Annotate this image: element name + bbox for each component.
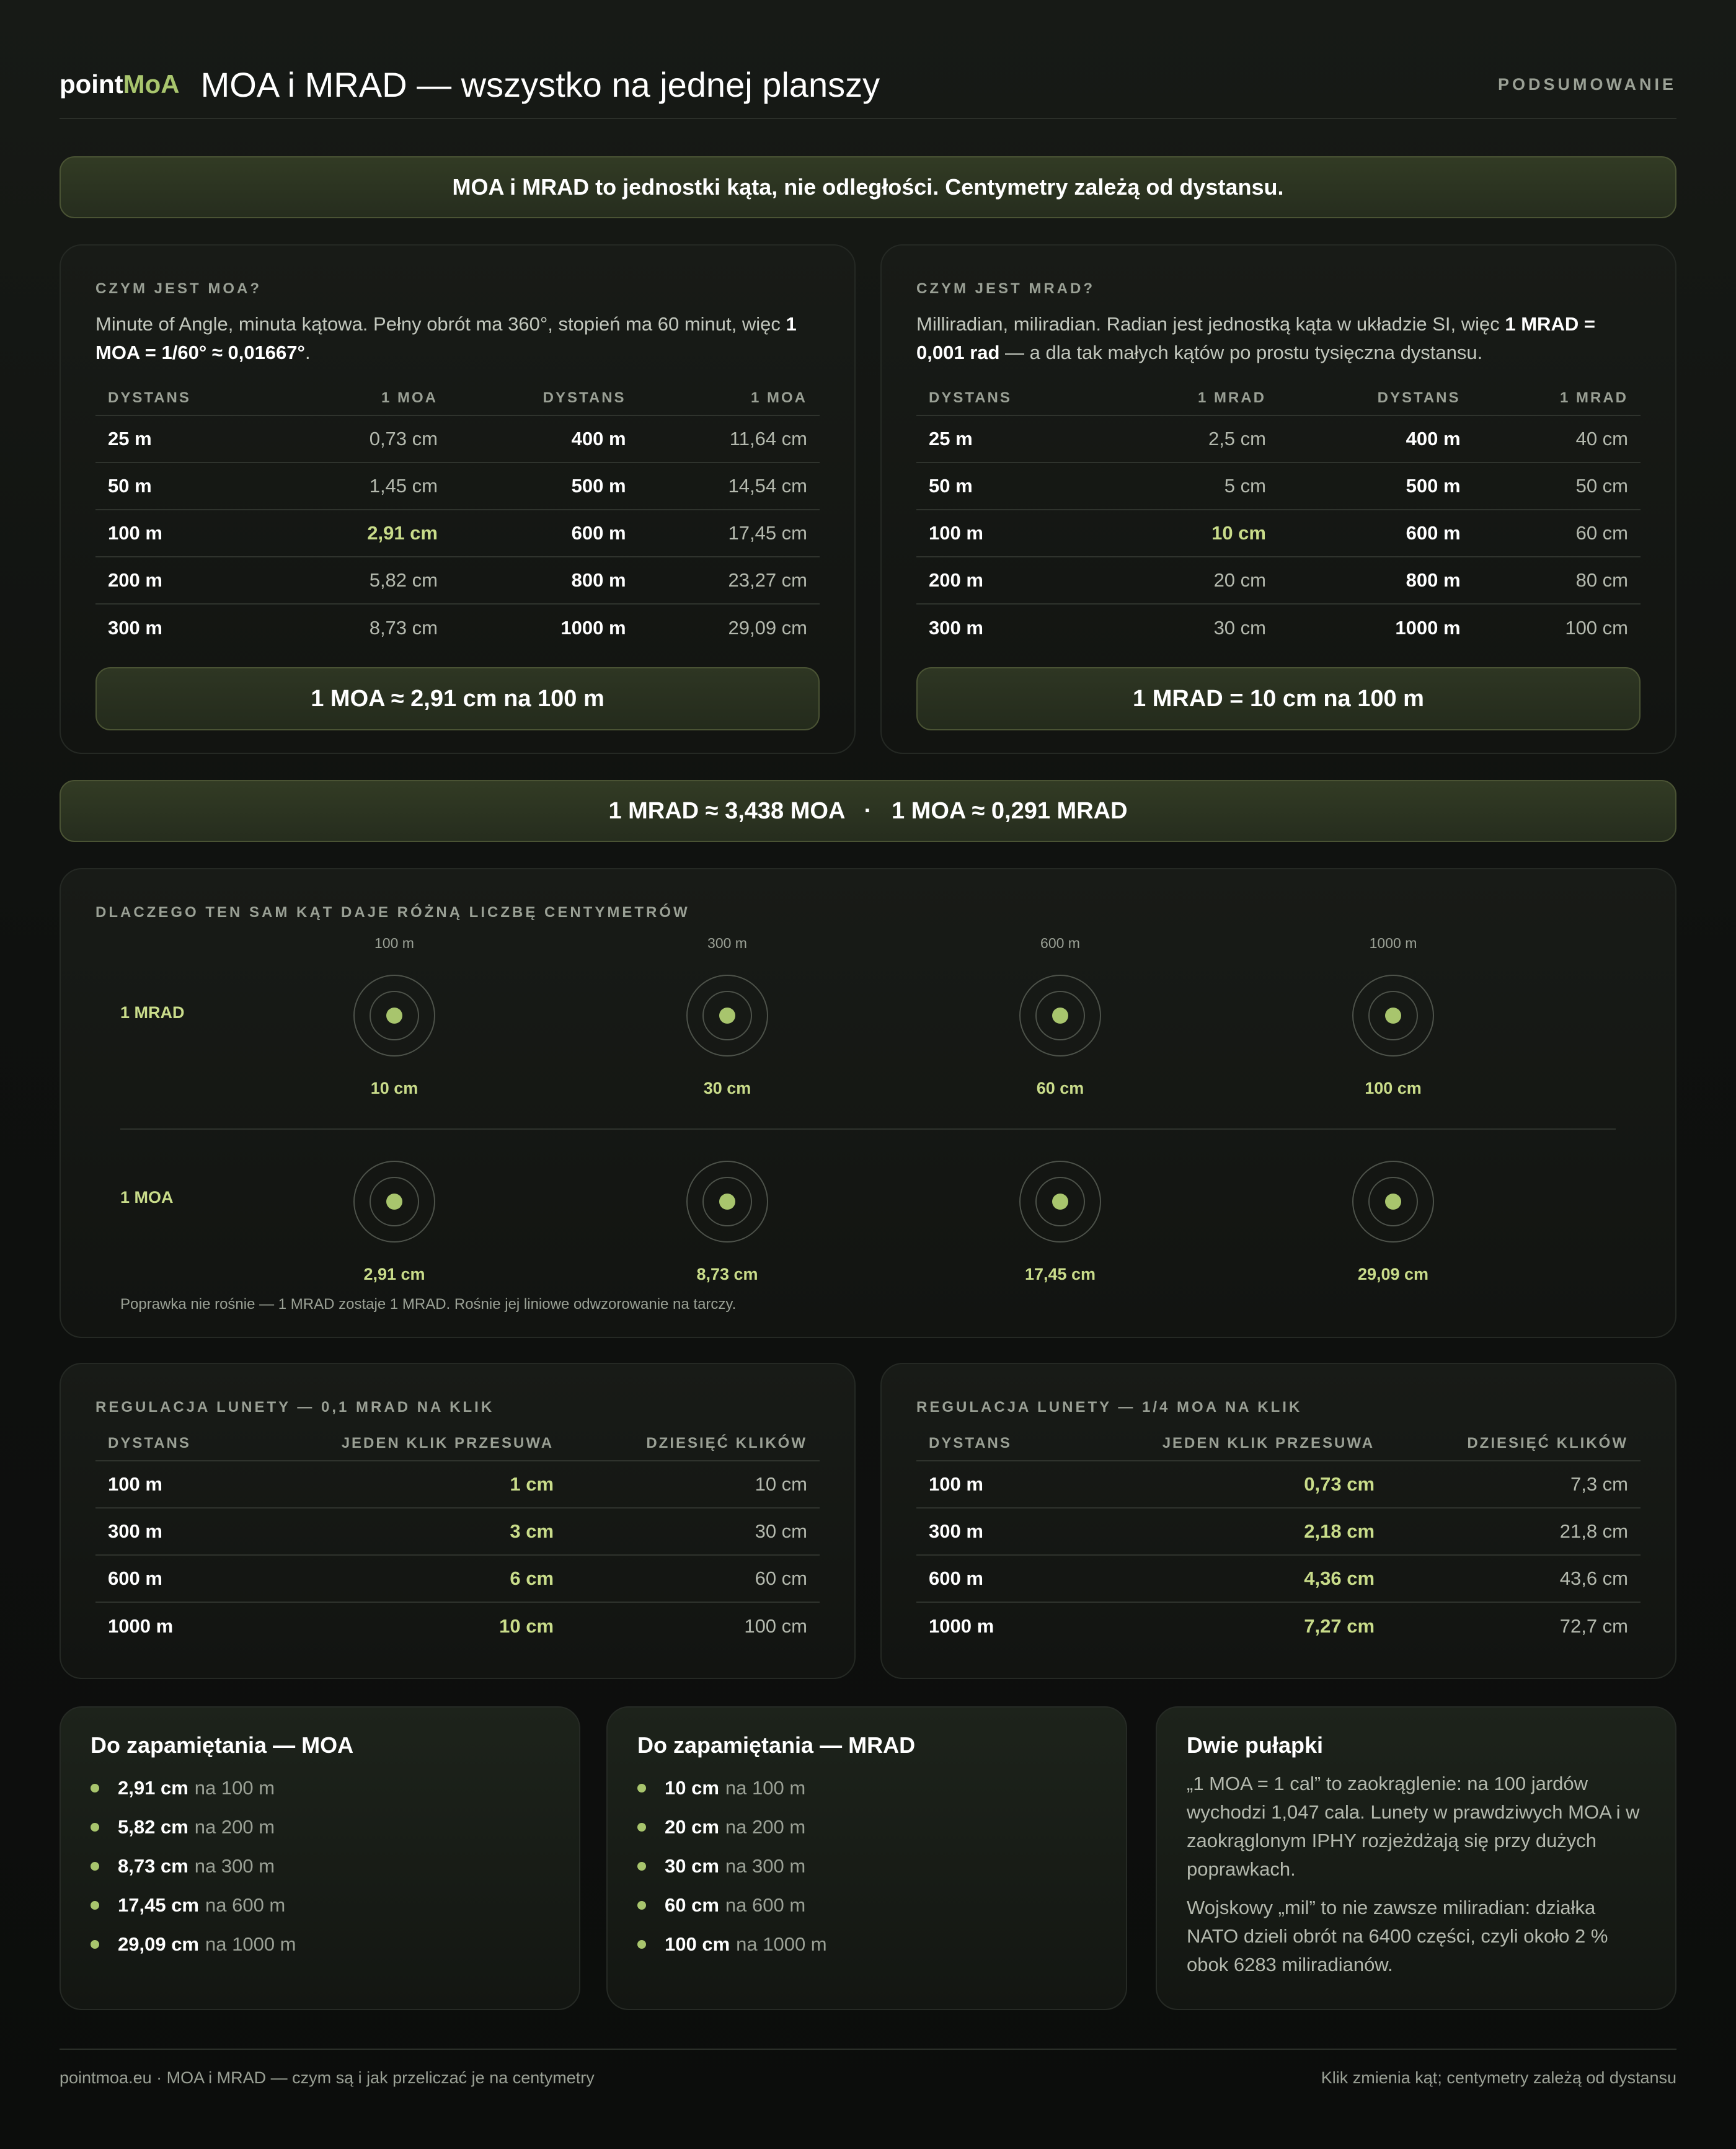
table-cell: 60 cm (566, 1555, 820, 1602)
moa-card-label: CZYM JEST MOA? (95, 280, 262, 297)
mrad-description (916, 310, 1641, 367)
column-header: DYSTANS (450, 381, 639, 415)
list-item (91, 1885, 296, 1925)
table-cell: 50 m (95, 463, 284, 510)
table-cell: 72,7 cm (1559, 1615, 1628, 1637)
moa-card (60, 244, 856, 754)
item-distance: na 1000 m (205, 1933, 296, 1955)
table-cell: 400 m (1278, 415, 1473, 463)
target-center-dot (386, 1008, 402, 1024)
table-cell: 1,45 cm (284, 463, 450, 510)
table-cell: 600 m (916, 1555, 1063, 1602)
table-cell: 30 cm (1213, 616, 1266, 639)
click-moa-table (916, 1426, 1641, 1649)
cm-value: 29,09 cm (1357, 1265, 1429, 1283)
key-message-banner: MOA i MRAD to jednostki kąta, nie odległości. Centymetry zależą od dystansu. (60, 156, 1676, 218)
list-item (637, 1807, 827, 1846)
table-row (916, 1602, 1641, 1649)
table-cell: 500 m (450, 463, 639, 510)
table-cell: 100 cm (744, 1615, 807, 1637)
bullet-icon (637, 1940, 646, 1949)
distance-label: 100 m (374, 935, 414, 951)
column-header: DYSTANS (95, 1426, 242, 1461)
table-cell: 200 m (95, 557, 284, 604)
mrad-summary-pill: 1 MRAD = 10 cm na 100 m (916, 667, 1641, 730)
column-header: DYSTANS (916, 381, 1111, 415)
target-center-dot (719, 1008, 735, 1024)
table-row (95, 1508, 820, 1555)
cm-value: 8,73 cm (696, 1265, 758, 1283)
table-row (95, 463, 820, 510)
table-row (95, 1461, 820, 1508)
table-row (95, 1602, 820, 1649)
trap-2: Wojskowy „mil” to nie zawsze miliradian: działka NATO dzieli obrót na 6400 części, czyli około 2 % obok 6283 miliradianów. (1187, 1897, 1608, 1975)
table-cell: 300 m (95, 1508, 242, 1555)
mrad-card-label: CZYM JEST MRAD? (916, 280, 1095, 297)
table-cell: 300 m (916, 1508, 1063, 1555)
table-cell: 3 cm (242, 1508, 566, 1555)
table-cell: 10 cm (566, 1461, 820, 1508)
column-header: DYSTANS (916, 1426, 1063, 1461)
column-header: JEDEN KLIK PRZESUWA (242, 1426, 566, 1461)
mrad-card (880, 244, 1676, 754)
item-distance: na 1000 m (736, 1933, 827, 1955)
target-center-dot (1385, 1008, 1401, 1024)
distance-label: 1000 m (1369, 935, 1417, 951)
item-distance: na 300 m (194, 1854, 275, 1877)
target-center-dot (1385, 1194, 1401, 1210)
column-header: DYSTANS (95, 381, 284, 415)
table-cell: 500 m (1278, 463, 1473, 510)
table-cell: 4,36 cm (1063, 1555, 1387, 1602)
why-note: Poprawka nie rośnie — 1 MRAD zostaje 1 MRAD. Rośnie jej liniowe odwzorowanie na tarczy. (120, 1296, 737, 1313)
column-header: 1 MRAD (1111, 381, 1278, 415)
table-cell: 300 m (108, 616, 162, 639)
table-cell: 8,73 cm (369, 616, 438, 639)
table-cell: 200 m (916, 557, 1111, 604)
page-title: MOA i MRAD — wszystko na jednej planszy (200, 64, 880, 104)
list-item (91, 1846, 296, 1885)
moa-row-label: 1 MOA (120, 1188, 174, 1207)
table-cell: 40 cm (1473, 415, 1641, 463)
table-cell: 7,27 cm (1304, 1615, 1375, 1637)
table-cell: 100 m (95, 1461, 242, 1508)
cm-value: 2,91 cm (363, 1265, 425, 1283)
cm-value: 17,45 cm (1024, 1265, 1096, 1283)
table-row (916, 1508, 1641, 1555)
item-value: 30 cm (665, 1854, 719, 1877)
remember-moa-title: Do zapamiętania — MOA (91, 1732, 354, 1758)
mrad-desc-text: Milliradian, miliradian. Radian jest jednostką kąta w układzie SI, więc (916, 313, 1505, 335)
target-center-dot (719, 1194, 735, 1210)
list-item (91, 1768, 296, 1807)
list-item (91, 1925, 296, 1964)
column-header: 1 MOA (639, 381, 820, 415)
table-cell: 1000 m (108, 1615, 174, 1637)
bullet-icon (91, 1784, 99, 1792)
mrad-row-label: 1 MRAD (120, 1003, 185, 1022)
table-cell: 0,73 cm (284, 415, 450, 463)
bullet-icon (637, 1901, 646, 1910)
column-header: DZIESIĘĆ KLIKÓW (1387, 1426, 1641, 1461)
table-cell: 100 m (95, 510, 284, 557)
table-cell: 20 cm (1111, 557, 1278, 604)
bullet-icon (91, 1823, 99, 1832)
table-row (95, 1555, 820, 1602)
column-header: 1 MRAD (1473, 381, 1641, 415)
table-cell: 800 m (450, 557, 639, 604)
moa-description (95, 310, 820, 367)
table-row (916, 1555, 1641, 1602)
cm-value: 60 cm (1036, 1079, 1084, 1097)
table-header-row (95, 381, 820, 415)
target-center-dot (1052, 1194, 1068, 1210)
table-cell: 100 m (916, 1461, 1063, 1508)
table-header-row (916, 1426, 1641, 1461)
table-row (95, 510, 820, 557)
trap-1: „1 MOA = 1 cal” to zaokrąglenie: na 100 jardów wychodzi 1,047 cala. Lunety w prawdziwych MOA i w zaokrąglonym IPHY rozjeżdżają się przy dużych poprawkach. (1187, 1773, 1640, 1880)
table-cell: 1000 m (929, 1615, 994, 1637)
column-header: DYSTANS (1278, 381, 1473, 415)
table-cell: 2,18 cm (1063, 1508, 1387, 1555)
list-item (91, 1807, 296, 1846)
footer (60, 2049, 1676, 2088)
cm-value: 30 cm (703, 1079, 751, 1097)
bullet-icon (637, 1823, 646, 1832)
table-cell: 30 cm (566, 1508, 820, 1555)
item-distance: na 600 m (725, 1894, 806, 1916)
table-row (916, 463, 1641, 510)
moa-desc-end: . (304, 342, 311, 363)
item-distance: na 100 m (194, 1776, 275, 1799)
why-card (60, 868, 1676, 1338)
brand-logo[interactable] (60, 69, 180, 99)
table-cell: 50 m (916, 463, 1111, 510)
table-cell: 14,54 cm (639, 463, 820, 510)
table-cell: 5 cm (1111, 463, 1278, 510)
list-item (637, 1925, 827, 1964)
table-row (916, 604, 1641, 651)
click-mrad-card (60, 1363, 856, 1679)
table-cell: 11,64 cm (639, 415, 820, 463)
item-value: 60 cm (665, 1894, 719, 1916)
table-cell: 1000 m (1395, 616, 1461, 639)
column-header: 1 MOA (284, 381, 450, 415)
table-row (95, 557, 820, 604)
table-cell: 2,5 cm (1111, 415, 1278, 463)
remember-moa-list (91, 1768, 296, 1964)
table-cell: 50 cm (1473, 463, 1641, 510)
table-cell: 25 m (95, 415, 284, 463)
bullet-icon (91, 1940, 99, 1949)
click-mrad-table (95, 1426, 820, 1649)
footer-left: pointmoa.eu · MOA i MRAD — czym są i jak przeliczać je na centymetry (60, 2068, 595, 2087)
list-item (637, 1885, 827, 1925)
item-value: 8,73 cm (118, 1854, 188, 1877)
table-row (95, 415, 820, 463)
table-cell: 80 cm (1473, 557, 1641, 604)
item-value: 29,09 cm (118, 1933, 199, 1955)
target-center-dot (386, 1194, 402, 1210)
table-cell: 800 m (1278, 557, 1473, 604)
table-row (916, 557, 1641, 604)
table-cell: 7,3 cm (1387, 1461, 1641, 1508)
traps-card (1156, 1706, 1676, 2010)
table-cell: 1000 m (560, 616, 626, 639)
table-cell: 23,27 cm (639, 557, 820, 604)
moa-desc-bold: 1 MOA = 1/60° ≈ 0,01667° (95, 313, 797, 363)
brand-part-a: point (60, 69, 123, 99)
table-cell: 17,45 cm (639, 510, 820, 557)
remember-mrad-card (606, 1706, 1127, 2010)
item-distance: na 200 m (194, 1815, 275, 1838)
item-distance: na 200 m (725, 1815, 806, 1838)
mrad-table (916, 381, 1641, 651)
table-cell: 600 m (95, 1555, 242, 1602)
footer-right: Klik zmienia kąt; centymetry zależą od dystansu (1321, 2068, 1676, 2087)
column-header: JEDEN KLIK PRZESUWA (1063, 1426, 1387, 1461)
mrad-desc-bold: 1 MRAD = 0,001 rad (916, 313, 1595, 363)
distance-label: 600 m (1040, 935, 1080, 951)
table-cell: 600 m (450, 510, 639, 557)
bullet-icon (91, 1862, 99, 1871)
table-cell: 400 m (450, 415, 639, 463)
click-moa-card (880, 1363, 1676, 1679)
table-row (916, 1461, 1641, 1508)
brand-part-b: MoA (123, 69, 180, 99)
table-cell: 5,82 cm (284, 557, 450, 604)
click-mrad-label: REGULACJA LUNETY — 0,1 MRAD NA KLIK (95, 1399, 495, 1416)
table-cell: 0,73 cm (1063, 1461, 1387, 1508)
cm-value: 100 cm (1365, 1079, 1422, 1097)
table-row (95, 604, 820, 651)
row-divider (120, 1128, 1616, 1130)
cm-value: 10 cm (370, 1079, 418, 1097)
remember-mrad-list (637, 1768, 827, 1964)
target-center-dot (1052, 1008, 1068, 1024)
moa-desc-text: Minute of Angle, minuta kątowa. Pełny obrót ma 360°, stopień ma 60 minut, więc (95, 313, 786, 335)
item-distance: na 600 m (205, 1894, 286, 1916)
why-label: DLACZEGO TEN SAM KĄT DAJE RÓŻNĄ LICZBĘ CENTYMETRÓW (95, 904, 690, 921)
conversion-banner: 1 MRAD ≈ 3,438 MOA · 1 MOA ≈ 0,291 MRAD (60, 780, 1676, 842)
table-cell: 29,09 cm (728, 616, 807, 639)
bullet-icon (91, 1901, 99, 1910)
traps-title: Dwie pułapki (1187, 1732, 1324, 1758)
table-cell: 600 m (1278, 510, 1473, 557)
bullet-icon (637, 1784, 646, 1792)
table-cell: 1 cm (242, 1461, 566, 1508)
item-value: 10 cm (665, 1776, 719, 1799)
item-value: 20 cm (665, 1815, 719, 1838)
table-row (916, 510, 1641, 557)
table-header-row (95, 1426, 820, 1461)
table-cell: 10 cm (1111, 510, 1278, 557)
item-value: 17,45 cm (118, 1894, 199, 1916)
list-item (637, 1846, 827, 1885)
moa-summary-pill: 1 MOA ≈ 2,91 cm na 100 m (95, 667, 820, 730)
item-value: 5,82 cm (118, 1815, 188, 1838)
remember-mrad-title: Do zapamiętania — MRAD (637, 1732, 916, 1758)
table-cell: 100 cm (1565, 616, 1628, 639)
mrad-desc-end: — a dla tak małych kątów po prostu tysięczna dystansu. (999, 342, 1483, 363)
table-row (916, 415, 1641, 463)
moa-table (95, 381, 820, 651)
distance-label: 300 m (707, 935, 747, 951)
table-cell: 43,6 cm (1387, 1555, 1641, 1602)
remember-moa-card (60, 1706, 580, 2010)
table-cell: 6 cm (242, 1555, 566, 1602)
table-cell: 60 cm (1473, 510, 1641, 557)
table-cell: 100 m (916, 510, 1111, 557)
table-header-row (916, 381, 1641, 415)
click-moa-label: REGULACJA LUNETY — 1/4 MOA NA KLIK (916, 1399, 1303, 1416)
table-cell: 2,91 cm (284, 510, 450, 557)
table-cell: 10 cm (499, 1615, 554, 1637)
page-header (60, 51, 1676, 119)
item-value: 100 cm (665, 1933, 730, 1955)
item-distance: na 300 m (725, 1854, 806, 1877)
column-header: DZIESIĘĆ KLIKÓW (566, 1426, 820, 1461)
table-cell: 21,8 cm (1387, 1508, 1641, 1555)
bullet-icon (637, 1862, 646, 1871)
item-distance: na 100 m (725, 1776, 806, 1799)
item-value: 2,91 cm (118, 1776, 188, 1799)
list-item (637, 1768, 827, 1807)
table-cell: 300 m (929, 616, 983, 639)
section-label: PODSUMOWANIE (1497, 74, 1676, 94)
table-cell: 25 m (916, 415, 1111, 463)
